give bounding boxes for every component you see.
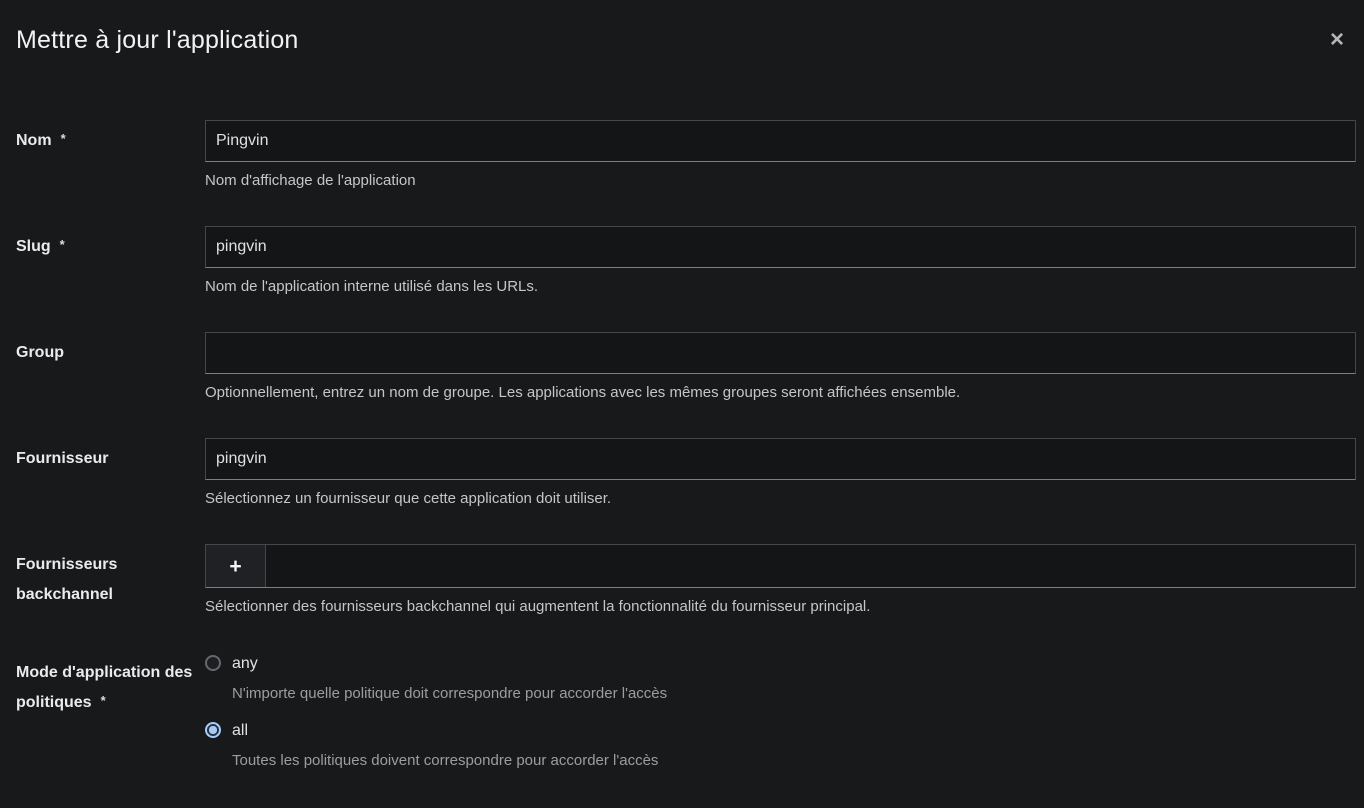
radio-all-label[interactable]: all — [232, 722, 249, 739]
field-label-text: Slug — [16, 238, 51, 255]
group-input[interactable] — [205, 332, 1356, 374]
field-label-text: Group — [16, 344, 64, 361]
field-group-fournisseur — [16, 438, 1356, 511]
field-control-backchannel — [205, 544, 1356, 619]
required-asterisk: * — [100, 693, 106, 708]
field-label-group — [16, 332, 205, 405]
backchannel-select[interactable] — [205, 544, 1356, 588]
dialog-header — [0, 0, 1364, 57]
field-help-backchannel: Sélectionner des fournisseurs backchannel qui augmentent la fonctionnalité du fournisseur principal. — [205, 598, 871, 615]
dialog-title: Mettre à jour l'application — [16, 26, 299, 54]
field-label-text: Nom — [16, 132, 52, 149]
required-asterisk: * — [60, 131, 66, 146]
field-group-policy-mode — [16, 652, 1356, 786]
field-label-text: Fournisseurs backchannel — [16, 556, 118, 603]
field-group-nom — [16, 120, 1356, 193]
radio-any-label[interactable]: any — [232, 655, 258, 672]
field-label-policy-mode — [16, 652, 205, 786]
plus-icon: + — [229, 554, 242, 578]
field-label-nom — [16, 120, 205, 193]
add-provider-button[interactable] — [206, 545, 266, 587]
radio-all-icon[interactable] — [205, 722, 221, 738]
field-label-slug — [16, 226, 205, 299]
application-form — [0, 57, 1364, 786]
policy-mode-option-all — [205, 719, 1356, 773]
field-label-text: Fournisseur — [16, 450, 109, 467]
field-group-backchannel — [16, 544, 1356, 619]
field-control-nom — [205, 120, 1356, 193]
field-label-fournisseur — [16, 438, 205, 511]
field-label-backchannel — [16, 544, 205, 619]
field-control-fournisseur — [205, 438, 1356, 511]
nom-input[interactable] — [205, 120, 1356, 162]
field-help-nom: Nom d'affichage de l'application — [205, 172, 416, 189]
field-group-group — [16, 332, 1356, 405]
radio-any-help: N'importe quelle politique doit correspondre pour accorder l'accès — [232, 685, 668, 702]
slug-input[interactable] — [205, 226, 1356, 268]
field-help-group: Optionnellement, entrez un nom de groupe. Les applications avec les mêmes groupes seront affichées ensemble. — [205, 384, 961, 401]
close-icon[interactable]: × — [1324, 26, 1350, 54]
radio-all-help: Toutes les politiques doivent correspondre pour accorder l'accès — [232, 752, 659, 769]
radio-all-text — [232, 719, 1356, 773]
policy-mode-options — [205, 652, 1356, 786]
field-group-slug — [16, 226, 1356, 299]
field-control-slug — [205, 226, 1356, 299]
field-control-group — [205, 332, 1356, 405]
field-help-fournisseur: Sélectionnez un fournisseur que cette application doit utiliser. — [205, 490, 612, 507]
field-help-slug: Nom de l'application interne utilisé dans les URLs. — [205, 278, 539, 295]
backchannel-chip-area[interactable] — [266, 545, 1355, 587]
policy-mode-option-any — [205, 652, 1356, 706]
fournisseur-input[interactable] — [205, 438, 1356, 480]
radio-any-text — [232, 652, 1356, 706]
field-label-text: Mode d'application des politiques — [16, 664, 193, 711]
radio-any-icon[interactable] — [205, 655, 221, 671]
required-asterisk: * — [59, 237, 65, 252]
